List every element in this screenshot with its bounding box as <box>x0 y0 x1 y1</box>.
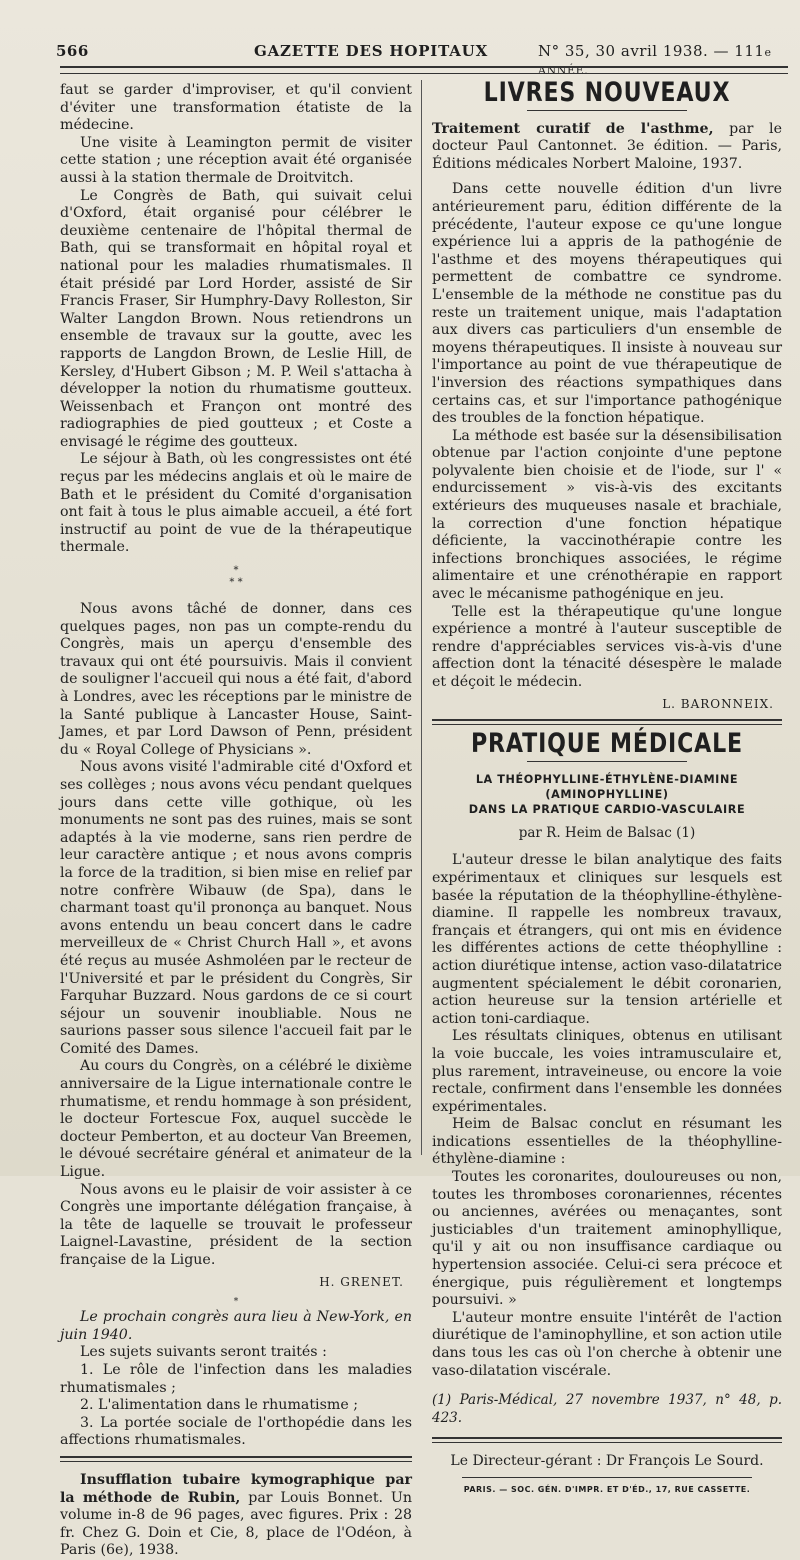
separator-star: * <box>233 1297 239 1308</box>
review-title: Traitement curatif de l'asthme, <box>432 120 714 137</box>
paragraph: L'auteur montre ensuite l'intérêt de l'action diurétique de l'aminophylline, et son action utile dans tous les cas où l'on cherche à obtenir une vaso-dilatation viscérale. <box>432 1309 782 1379</box>
column-divider <box>421 80 422 1155</box>
paragraph: Une visite à Leamington permit de visiter cette station ; une réception avait été organisée aussi à la station thermale de Droitvitch. <box>60 134 412 186</box>
paragraph: Nous avons eu le plaisir de voir assister à ce Congrès une importante délégation française, à la tête de laquelle se trouvait le professeur Laignel-Lavastine, président de la section française de la Ligue. <box>60 1181 412 1268</box>
review-reference: par le docteur Paul Cantonnet. 3e édition. — Paris, Éditions médicales Norbert Maloine, 1937. <box>432 120 782 172</box>
section-title-livres: LIVRES NOUVEAUX <box>483 77 731 108</box>
issue-date: N° 35, 30 avril 1938. — 111 <box>538 42 765 60</box>
issue-year-suffix: e ANNÉE. <box>538 46 772 77</box>
section-rule <box>432 719 782 725</box>
topics-intro: Les sujets suivants seront traités : <box>80 1344 327 1361</box>
section-stars: * * * <box>229 565 243 589</box>
director-line: Le Directeur-gérant : Dr François Le Sourd. <box>450 1453 764 1470</box>
footnote: (1) Paris-Médical, 27 novembre 1937, n° 48, p. 423. <box>432 1392 782 1426</box>
printer-line: PARIS. — SOC. GÉN. D'IMPR. ET D'ÉD., 17, RUE CASSETTE. <box>463 1484 751 1494</box>
book-notice <box>60 1472 412 1560</box>
paragraph: faut se garder d'improviser, et qu'il convient d'éviter une transformation étatiste de la médecine. <box>60 82 412 134</box>
review-signature: L. BARONNEIX. <box>662 696 774 711</box>
topic-item: 1. Le rôle de l'infection dans les maladies rhumatismales ; <box>60 1361 412 1396</box>
paragraph: Dans cette nouvelle édition d'un livre antérieurement paru, édition différente de la précédente, l'auteur expose ce qu'une longue expérience lui a appris de la pathogénie de l'asthme et des moyens thérapeutiques qui permettent de combattre ce syndrome. L'ensemble de la méthode ne constitue pas du reste un traitement unique, mais l'adaptation aux divers cas particuliers d'un ensemble de moyens thérapeutiques. Il insiste à nouveau sur l'importance au point de vue thérapeutique de l'inversion des réactions sympathiques dans certains cas, et sur l'importance pathogénique des troubles de la fonction hépatique. <box>432 181 782 427</box>
paragraph: Le Congrès de Bath, qui suivait celui d'Oxford, était organisé pour célébrer le deuxième centenaire de l'hôpital thermal de Bath, qui se transformait en hôpital royal et national pour les maladies rhumatismales. Il était présidé par Lord Horder, assisté de Sir Francis Fraser, Sir Humphry-Davy Rolleston, Sir Walter Langdon Brown. Nous retiendrons un ensemble de travaux sur la goutte, avec les rapports de Langdon Brown, de Leslie Hill, de Kersley, d'Hubert Gibson ; M. P. Weil s'attacha à développer la notion du rhumatisme goutteux. Weissenbach et Françon ont montré des radiographies de pied goutteux ; et Coste a envisagé le régime des goutteux. <box>60 187 412 450</box>
right-column <box>432 77 782 1499</box>
section-title-pratique: PRATIQUE MÉDICALE <box>470 728 743 760</box>
paragraph: Le séjour à Bath, où les congressistes ont été reçus par les médecins anglais et où le maire de Bath et le président du Comité d'organisation ont fait à tous le plus aimable accueil, a été fort instructif au point de vue de la thérapeutique thermale. <box>60 451 412 556</box>
paragraph: Heim de Balsac conclut en résumant les indications essentielles de la théophylline-éthylène-diamine : <box>432 1116 782 1168</box>
paragraph: Nous avons tâché de donner, dans ces quelques pages, non pas un compte-rendu du Congrès, mais un aperçu d'ensemble des travaux qui ont été poursuivis. Mais il convient de souligner l'accueil qui nous a été fait, d'abord à Londres, avec les réceptions par le ministre de la Santé publique à Lancaster House, Saint-James, et par Lord Dawson of Penn, président du « Royal College of Physicians ». <box>60 601 412 758</box>
section-rule <box>432 1437 782 1443</box>
article-byline: par R. Heim de Balsac (1) <box>518 824 696 841</box>
title-underline <box>527 761 687 762</box>
author-signature: H. GRENET. <box>319 1274 404 1289</box>
paragraph: La méthode est basée sur la désensibilisation obtenue par l'action conjointe d'une peptone polyvalente bien choisie et de l'iode, sur l' « endurcissement » vis-à-vis des excitants extérieurs des muqueuses nasale et brachiale, la correction d'une fonction hépatique déficiente, la vaccinothérapie contre les infections bronchiques associées, le régime alimentaire et une crénothérapie en rapport avec le mécanisme pathogénique en jeu. <box>432 427 782 603</box>
article-heading <box>432 772 782 817</box>
header-rule <box>60 66 788 74</box>
article-heading-line-1: LA THÉOPHYLLINE-ÉTHYLÈNE-DIAMINE (AMINOPHYLLINE) <box>475 772 739 801</box>
congress-note: Le prochain congrès aura lieu à New-York, en juin 1940. <box>60 1309 412 1343</box>
book-details: par Louis Bonnet. Un volume in-8 de 96 pages, avec figures. Prix : 28 fr. Chez G. Doin et Cie, 8, place de l'Odéon, à Paris (6e), 1938. <box>60 1489 412 1559</box>
section-rule <box>60 1456 412 1462</box>
topic-item: 3. La portée sociale de l'orthopédie dans les affections rhumatismales. <box>60 1414 412 1449</box>
topic-item: 2. L'alimentation dans le rhumatisme ; <box>80 1397 359 1414</box>
page-header <box>56 42 786 77</box>
paragraph: Nous avons visité l'admirable cité d'Oxford et ses collèges ; nous avons vécu pendant quelques jours dans cette ville gothique, où les monuments ne sont pas des ruines, mais se sont adaptés à la vie moderne, sans rien perdre de leur caractère antique ; et nous avons compris la force de la tradition, si bien mise en relief par notre confrère Wibauw (de Spa), dans le charmant toast qu'il prononça au banquet. Nous avons entendu un beau concert dans le cadre merveilleux de « Christ Church Hall », et avons été reçus au musée Ashmoléen par le recteur de l'Université et par le président du Congrès, Sir Farquhar Buzzard. Nous gardons de ce si court séjour un souvenir inoubliable. Nous ne saurions passer sous silence l'accueil fait par le Comité des Dames. <box>60 759 412 1057</box>
review-header <box>432 121 782 174</box>
book-title: Insufflation tubaire kymographique par la méthode de Rubin, <box>60 1471 412 1506</box>
article-heading-line-2: DANS LA PRATIQUE CARDIO-VASCULAIRE <box>468 802 746 816</box>
paragraph: Au cours du Congrès, on a célébré le dixième anniversaire de la Ligue internationale contre le rhumatisme, et rendu hommage à son président, le docteur Fortescue Fox, auquel succède le docteur Pemberton, et au docteur Van Breemen, le dévoué secrétaire général et animateur de la Ligue. <box>60 1058 412 1181</box>
paragraph: Telle est la thérapeutique qu'une longue expérience a montré à l'auteur susceptible de rendre d'appréciables services vis-à-vis d'une affection dont la ténacité désespère le malade et déçoit le médecin. <box>432 603 782 690</box>
paragraph: Les résultats cliniques, obtenus en utilisant la voie buccale, les voies intramusculaire et, plus rarement, intraveineuse, ou encore la voie rectale, confirment dans l'ensemble les données expérimentales. <box>432 1028 782 1115</box>
page-number: 566 <box>56 42 89 60</box>
printer-rule <box>462 1477 752 1478</box>
paragraph: Toutes les coronarites, douloureuses ou non, toutes les thromboses coronariennes, récentes ou anciennes, avérées ou menaçantes, sont justiciables d'un traitement aminophyllique, qu'il y ait ou non insuffisance cardiaque ou hypertension associée. Celui-ci sera précoce et énergique, puis régulièrement et longtemps poursuivi. » <box>432 1169 782 1309</box>
journal-title: GAZETTE DES HOPITAUX <box>254 42 489 60</box>
title-underline <box>527 110 687 111</box>
left-column <box>60 82 412 1560</box>
paragraph: L'auteur dresse le bilan analytique des faits expérimentaux et cliniques sur lesquels est basée la réputation de la théophylline-éthylène-diamine. Il rappelle les nombreux travaux, français et étrangers, qui ont mis en évidence les différentes actions de cette théophylline : action diurétique intense, action vaso-dilatatrice augmentent spécialement le débit coronarien, action heureuse sur la tension artérielle et action toni-cardiaque. <box>432 852 782 1027</box>
